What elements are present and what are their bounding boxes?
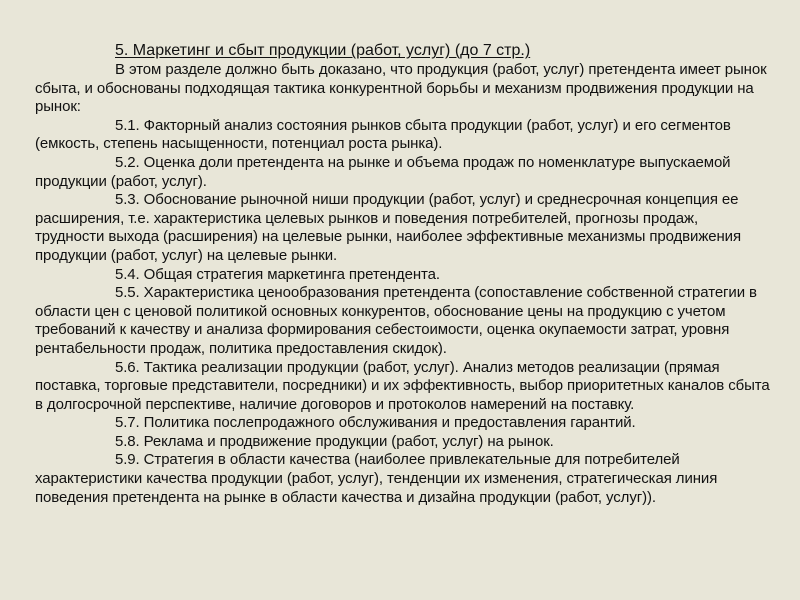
item-5-6: 5.6. Тактика реализации продукции (работ, услуг). Анализ методов реализации (прямая поставка, торговые представители, посредники) и их эффективность, выбор приоритетных каналов сбыта в долгосрочной перспективе, наличие договоров и протоколов намерений на поставку. [35,358,770,413]
item-5-3: 5.3. Обоснование рыночной ниши продукции (работ, услуг) и среднесрочная концепция ее расширения, т.е. характеристика целевых рынков и поведения потребителей, прогнозы продаж, трудности выхода (расширения) на целевые рынки, наиболее эффективные механизмы продвижения продукции (работ, услуг) на целевые рынки. [35,191,741,264]
item-5-7: 5.7. Политика послепродажного обслуживания и предоставления гарантий. [115,414,636,432]
intro-paragraph: В этом разделе должно быть доказано, что продукция (работ, услуг) претендента имеет рынок сбыта, и обоснованы подходящая тактика конкурентной борьбы и механизм продвижения продукции на рынок: [35,61,767,116]
item-5-1: 5.1. Факторный анализ состояния рынков сбыта продукции (работ, услуг) и его сегментов (емкость, степень насыщенности, потенциал роста рынка). [35,116,731,153]
item-5-5: 5.5. Характеристика ценообразования претендента (сопоставление собственной стратегии в области цен с ценовой политикой основных конкурентов, обоснование цены на продукцию с учетом требований к качеству и анализа формирования себестоимости, оценка окупаемости затрат, уровня рентабельности продаж, политика предоставления скидок). [35,284,757,357]
section-title: 5. Маркетинг и сбыт продукции (работ, услуг) (до 7 стр.) [115,42,531,59]
item-5-8: 5.8. Реклама и продвижение продукции (работ, услуг) на рынок. [115,432,554,450]
item-5-9: 5.9. Стратегия в области качества (наиболее привлекательные для потребителей характеристики качества продукции (работ, услуг), тенденции их изменения, стратегическая линия поведения претендента на рынке в области качества и дизайна продукции (работ, услуг)). [35,451,718,506]
item-5-4: 5.4. Общая стратегия маркетинга претендента. [115,265,440,283]
item-5-2: 5.2. Оценка доли претендента на рынке и объема продаж по номенклатуре выпускаемой продукции (работ, услуг). [35,153,731,190]
